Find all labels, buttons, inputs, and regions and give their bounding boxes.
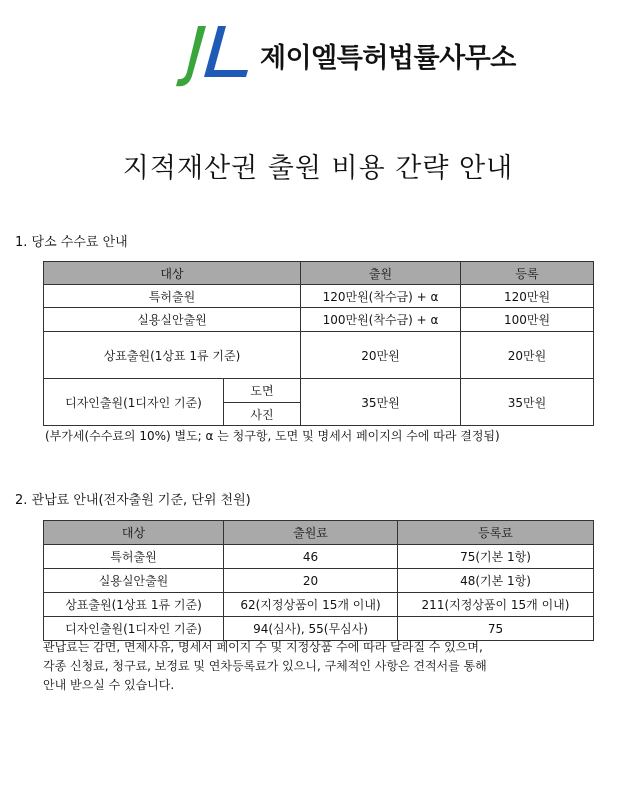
table-header-row <box>44 521 594 545</box>
column-header: 출원 <box>301 262 461 285</box>
row-registration: 35만원 <box>461 379 594 426</box>
table-row <box>44 332 594 379</box>
row-subtype: 도면 <box>224 379 301 403</box>
row-registration-fee: 48(기본 1항) <box>398 569 594 593</box>
jl-logo-mark-icon <box>168 20 268 92</box>
row-filing: 35만원 <box>301 379 461 426</box>
row-subtype: 사진 <box>224 403 301 426</box>
row-target: 상표출원(1상표 1류 기준) <box>44 332 301 379</box>
section1-note: (부가세(수수료의 10%) 별도; α 는 청구항, 도면 및 명세서 페이지의 수에 따라 결정됨) <box>45 429 500 443</box>
page-title: 지적재산권 출원 비용 간략 안내 <box>122 153 514 184</box>
section2-heading: 2. 관납료 안내(전자출원 기준, 단위 천원) <box>15 493 251 508</box>
section2-note <box>43 638 487 695</box>
row-target: 실용실안출원 <box>44 569 224 593</box>
row-target: 상표출원(1상표 1류 기준) <box>44 593 224 617</box>
table-header-row <box>44 262 594 285</box>
table-row <box>44 545 594 569</box>
firm-name: 제이엘특허법률사무소 <box>260 43 516 74</box>
column-header: 대상 <box>44 262 301 285</box>
table-row <box>44 379 594 403</box>
row-target: 특허출원 <box>44 545 224 569</box>
column-header: 등록료 <box>398 521 594 545</box>
column-header: 등록 <box>461 262 594 285</box>
note-line: 각종 신청료, 청구료, 보정료 및 연차등록료가 있으니, 구체적인 사항은 견적서를 통해 <box>43 659 487 673</box>
row-registration: 20만원 <box>461 332 594 379</box>
row-registration-fee: 75 <box>398 617 594 641</box>
row-registration-fee: 75(기본 1항) <box>398 545 594 569</box>
column-header: 출원료 <box>224 521 398 545</box>
row-target: 디자인출원(1디자인 기준) <box>44 617 224 641</box>
section1-heading: 1. 당소 수수료 안내 <box>15 235 128 250</box>
service-fee-table <box>43 261 594 426</box>
table-row <box>44 569 594 593</box>
row-filing: 120만원(착수금) + α <box>301 285 461 308</box>
row-filing: 100만원(착수금) + α <box>301 308 461 332</box>
column-header: 대상 <box>44 521 224 545</box>
row-target: 실용실안출원 <box>44 308 301 332</box>
table-row <box>44 617 594 641</box>
row-filing-fee: 20 <box>224 569 398 593</box>
table-row <box>44 285 594 308</box>
row-filing: 20만원 <box>301 332 461 379</box>
note-line: 관납료는 감면, 면제사유, 명세서 페이지 수 및 지정상품 수에 따라 달라질 수 있으며, <box>43 640 483 654</box>
row-target: 특허출원 <box>44 285 301 308</box>
row-registration: 120만원 <box>461 285 594 308</box>
table-row <box>44 308 594 332</box>
row-filing-fee: 46 <box>224 545 398 569</box>
note-line: 안내 받으실 수 있습니다. <box>43 678 175 692</box>
row-target: 디자인출원(1디자인 기준) <box>44 379 224 426</box>
official-fee-table <box>43 520 594 641</box>
row-filing-fee: 62(지정상품이 15개 이내) <box>224 593 398 617</box>
row-registration: 100만원 <box>461 308 594 332</box>
row-filing-fee: 94(심사), 55(무심사) <box>224 617 398 641</box>
table-row <box>44 593 594 617</box>
row-registration-fee: 211(지정상품이 15개 이내) <box>398 593 594 617</box>
